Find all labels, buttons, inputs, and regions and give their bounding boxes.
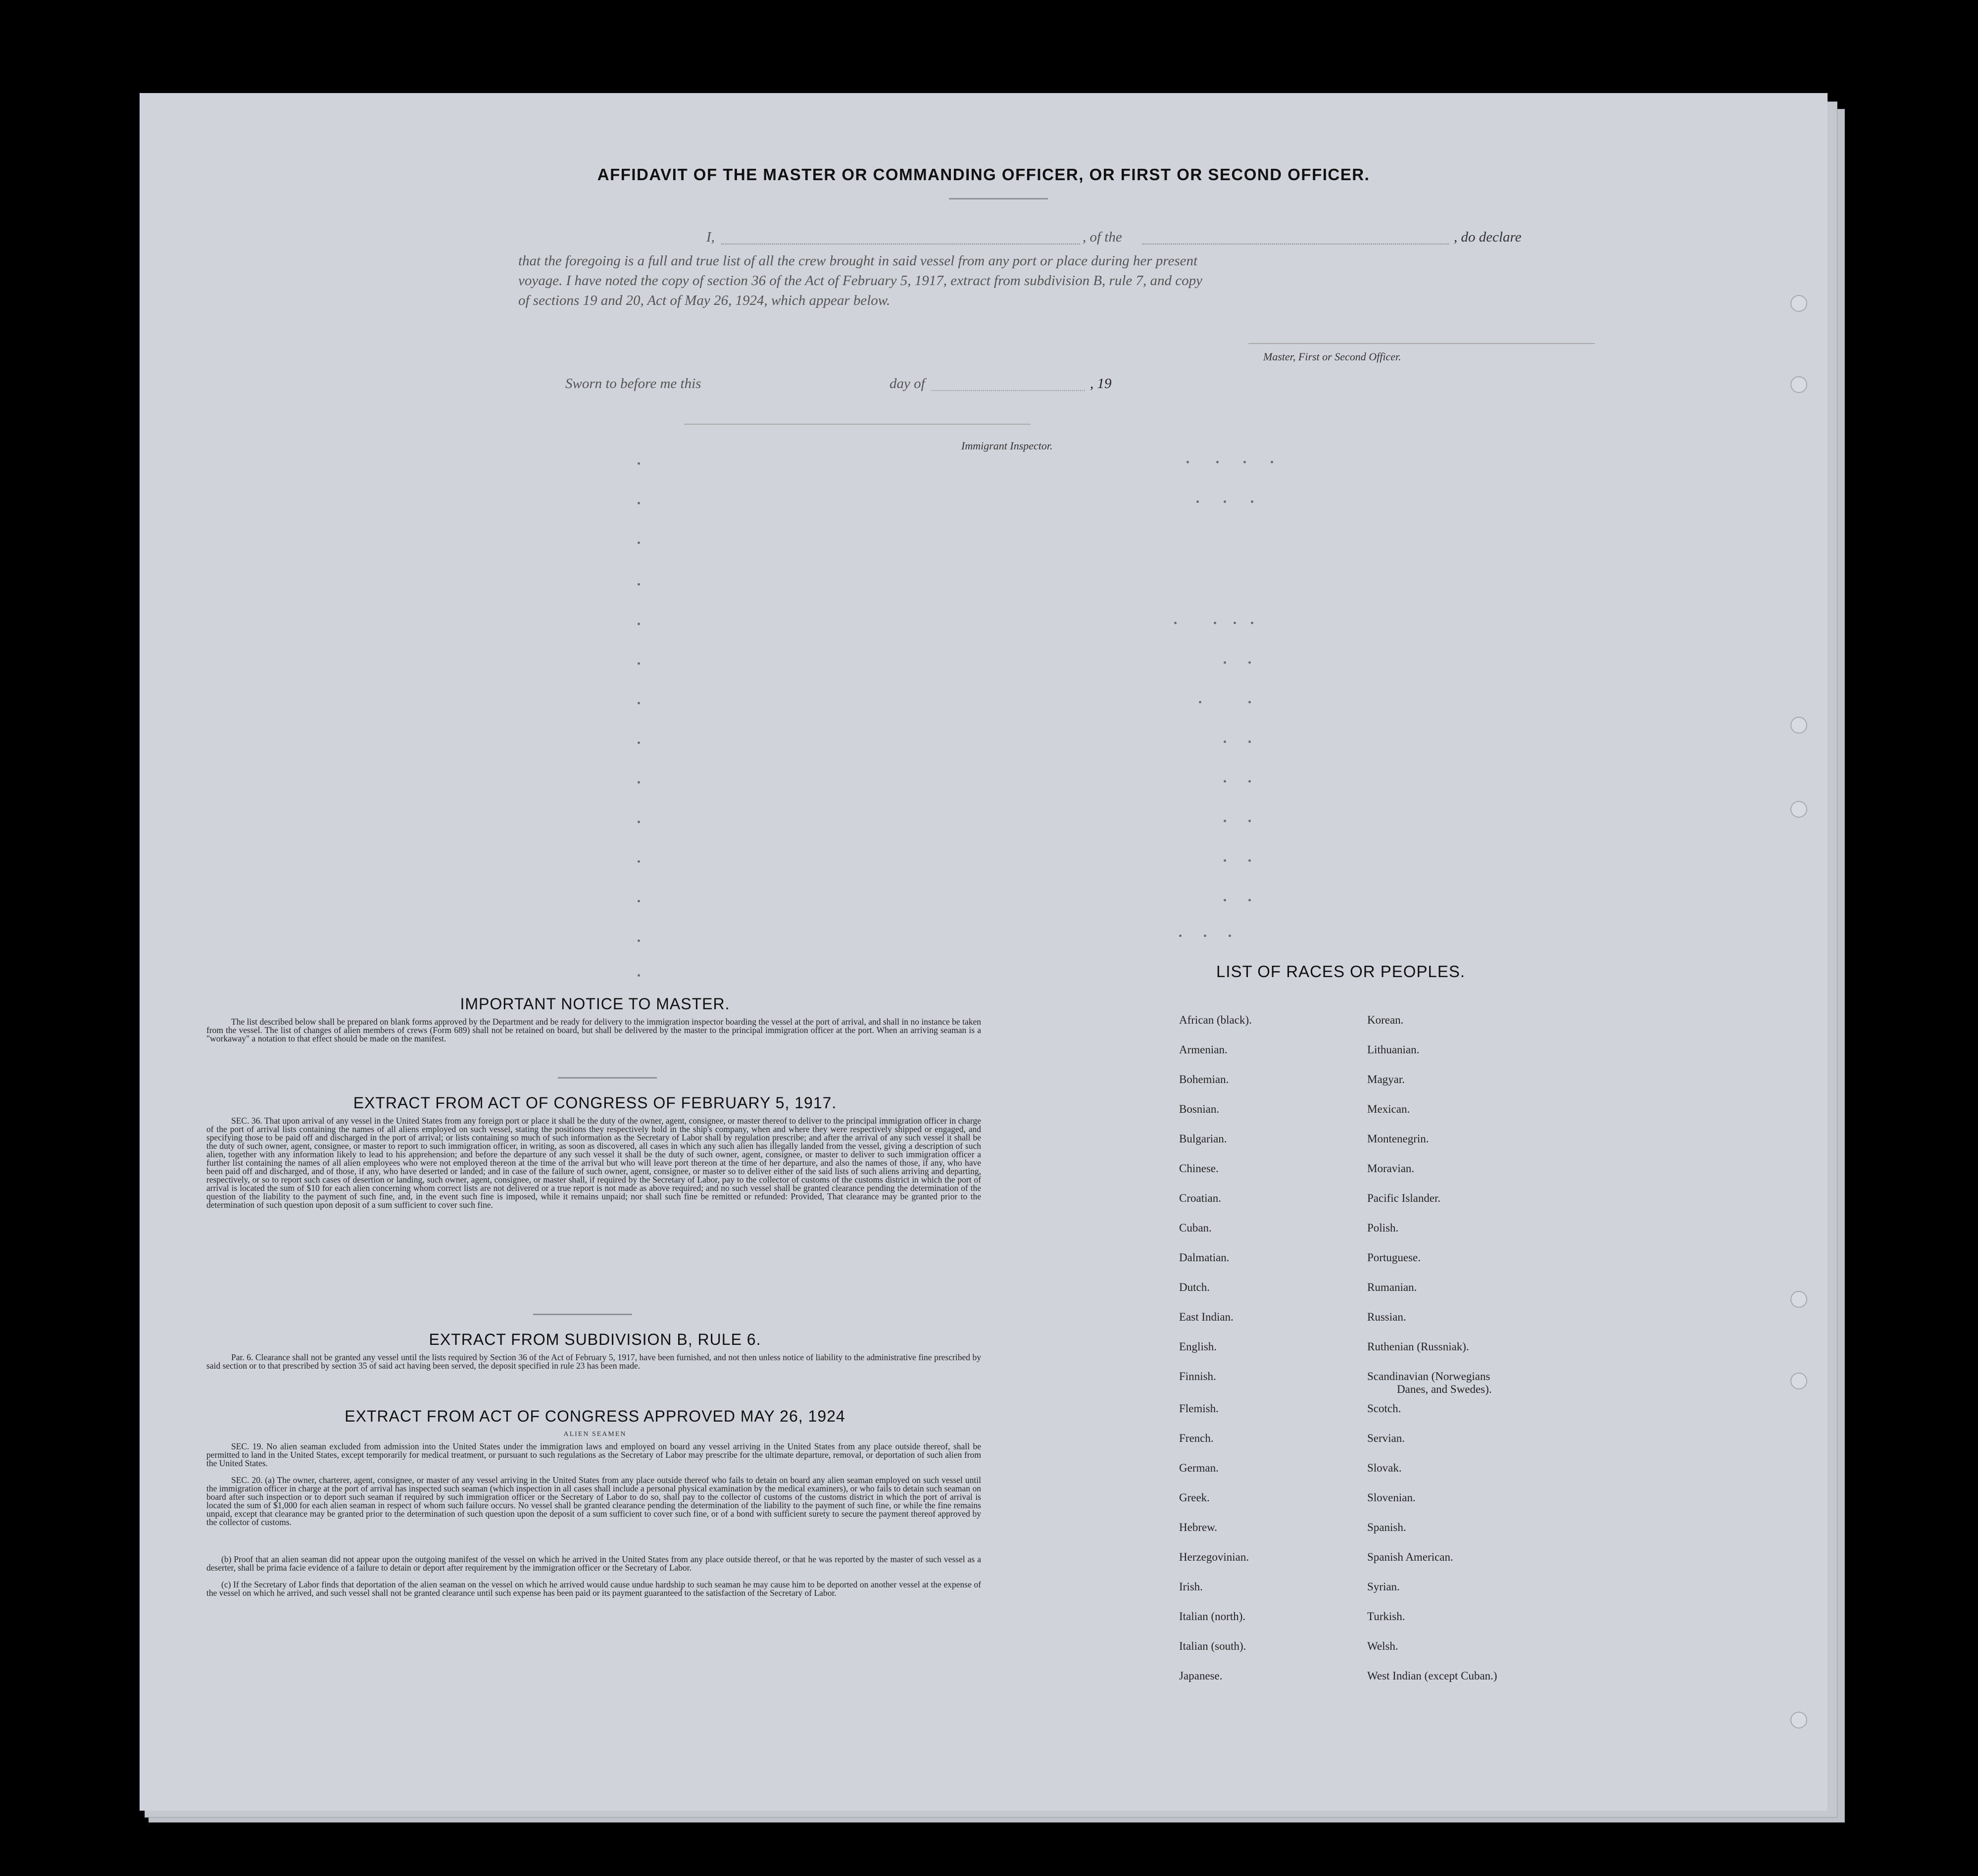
title-divider [949, 198, 1048, 199]
punch-hole [1790, 376, 1807, 393]
race-item: Portuguese. [1367, 1251, 1421, 1264]
extract-1917-divider [533, 1314, 632, 1315]
race-item: Polish. [1367, 1222, 1399, 1234]
affidavit-line-3: voyage. I have noted the copy of section 36 of the Act of February 5, 1917, extract from subdivision B, rule 7, and copy [518, 273, 1203, 289]
race-item: East Indian. [1179, 1311, 1234, 1323]
race-item: Chinese. [1179, 1162, 1219, 1175]
race-item: Syrian. [1367, 1580, 1400, 1593]
date-blank[interactable] [932, 390, 1085, 391]
inspector-label: Immigrant Inspector. [961, 440, 1053, 452]
race-item: Japanese. [1179, 1670, 1223, 1682]
punch-hole [1790, 1373, 1807, 1389]
sec20a-text: SEC. 20. (a) The owner, charterer, agent, consignee, or master of any vessel arriving in the United States from any place outside thereof who fails to detain on board any alien seaman employed on such vessel until the immigration officer in charge at the port of arrival has inspected such seaman (which inspection in all cases shall include a personal physical examination by the medical examiners), or who fails to detain such seaman on board after such inspection or to deport such seaman if required by such immigration officer or the Secretary of Labor to do so, shall pay to the collector of customs of the customs district in which the port of arrival is located the sum of $1,000 for each alien seaman in respect of whom such failure occurs. No vessel shall be granted clearance pending the determination of the liability to the payment of such fine, or while the fine remains unpaid, except that clearance may be granted prior to the determination of such question upon the deposit of a sum sufficient to cover such fine, or of a bond with sufficient surety to secure the payment thereof approved by the collector of customs. [206, 1475, 981, 1527]
rule6-text: Par. 6. Clearance shall not be granted any vessel until the lists required by Section 36 of the Act of February 5, 1917, have been furnished, and not then unless notice of liability to the administrative fine prescribed by said section or to that prescribed by section 35 of said act having been served, the deposit specified in rule 23 has been made. [206, 1352, 981, 1371]
race-item: Spanish. [1367, 1521, 1406, 1533]
race-item: Scotch. [1367, 1402, 1401, 1415]
extract-1924-title: EXTRACT FROM ACT OF CONGRESS APPROVED MAY 26, 1924 [345, 1407, 845, 1425]
race-item: Italian (south). [1179, 1640, 1246, 1652]
sec20c-text: (c) If the Secretary of Labor finds that deportation of the alien seaman on the vessel on which he arrived would cause undue hardship to such seaman he may cause him to be deported on another vessel at the expense of the vessel on which he arrived, and such vessel shall not be granted clearance until such expense has been paid or its payment guaranteed to the satisfaction of the Secretary of Labor. [206, 1580, 981, 1598]
race-item: Dalmatian. [1179, 1251, 1230, 1264]
notice-text: The list described below shall be prepared on blank forms approved by the Department and be ready for delivery to the immigration inspector boarding the vessel at the port of arrival, and shall in no instance be taken from the vessel. The list of changes of alien members of crews (Form 689) shall not be retained on board, but shall be delivered by the master to the principal immigration officer at the port. When an arriving seaman is a "workaway" a notation to that effect should be made on the manifest. [206, 1017, 981, 1043]
punch-hole [1790, 1712, 1807, 1728]
day-of-label: day of [890, 376, 925, 392]
race-item: Welsh. [1367, 1640, 1398, 1652]
race-item: Hebrew. [1179, 1521, 1218, 1533]
affidavit-title: AFFIDAVIT OF THE MASTER OR COMMANDING OFFICER, OR FIRST OR SECOND OFFICER. [597, 165, 1370, 184]
race-item: Bosnian. [1179, 1103, 1220, 1115]
race-item: English. [1179, 1340, 1217, 1353]
race-item: Flemish. [1179, 1402, 1219, 1415]
race-item: Irish. [1179, 1580, 1203, 1593]
extract-1924-subtitle: ALIEN SEAMEN [563, 1431, 627, 1438]
notice-divider [558, 1077, 657, 1079]
race-item: Armenian. [1179, 1043, 1228, 1056]
race-item: Slovenian. [1367, 1491, 1416, 1504]
year-prefix: , 19 [1090, 376, 1112, 392]
race-item: Montenegrin. [1367, 1133, 1429, 1145]
punch-hole [1790, 717, 1807, 734]
race-item: Rumanian. [1367, 1281, 1417, 1293]
race-item: Finnish. [1179, 1370, 1216, 1382]
affidavit-line-1 [568, 228, 1617, 247]
sworn-label: Sworn to before me this [565, 376, 701, 392]
race-item: Herzegovinian. [1179, 1551, 1249, 1563]
race-item: Russian. [1367, 1311, 1406, 1323]
affidavit-i-label: I, [706, 229, 715, 245]
master-signature-line[interactable] [1248, 343, 1595, 344]
sworn-row [565, 374, 1308, 394]
race-item: Turkish. [1367, 1610, 1405, 1623]
race-item: Lithuanian. [1367, 1043, 1420, 1056]
race-item: Bulgarian. [1179, 1133, 1227, 1145]
punch-hole [1790, 801, 1807, 818]
race-item: Cuban. [1179, 1222, 1212, 1234]
affidavit-of-the: , of the [1083, 229, 1122, 245]
race-item: Slovak. [1367, 1462, 1402, 1474]
form-page [140, 93, 1828, 1811]
race-item: Korean. [1367, 1014, 1404, 1026]
notice-title: IMPORTANT NOTICE TO MASTER. [460, 995, 730, 1013]
name-blank[interactable] [721, 244, 1080, 245]
race-item: Ruthenian (Russniak). [1367, 1340, 1469, 1353]
punch-hole [1790, 1291, 1807, 1308]
race-item: Danes, and Swedes). [1397, 1383, 1492, 1395]
races-title: LIST OF RACES OR PEOPLES. [1216, 962, 1466, 981]
race-item: Croatian. [1179, 1192, 1221, 1204]
affidavit-do-declare: , do declare [1454, 229, 1522, 245]
affidavit-line-4: of sections 19 and 20, Act of May 26, 1924, which appear below. [518, 293, 890, 308]
race-item: French. [1179, 1432, 1214, 1444]
extract-1917-title: EXTRACT FROM ACT OF CONGRESS OF FEBRUARY 5, 1917. [353, 1094, 837, 1112]
sec19-text: SEC. 19. No alien seaman excluded from admission into the United States under the immigration laws and employed on board any vessel arriving in the United States from any place outside thereof, shall be permitted to land in the United States, except temporarily for medical treatment, or pursuant to such regulations as the Secretary of Labor may prescribe for the ultimate departure, removal, or deportation of such alien from the United States. [206, 1441, 981, 1468]
master-label: Master, First or Second Officer. [1263, 350, 1401, 363]
race-item: Greek. [1179, 1491, 1210, 1504]
race-item: Pacific Islander. [1367, 1192, 1441, 1204]
race-item: Italian (north). [1179, 1610, 1246, 1623]
race-item: Bohemian. [1179, 1073, 1229, 1086]
race-item: African (black). [1179, 1014, 1252, 1026]
race-item: Scandinavian (Norwegians [1367, 1370, 1490, 1382]
rule6-title: EXTRACT FROM SUBDIVISION B, RULE 6. [429, 1331, 761, 1348]
affidavit-line-2: that the foregoing is a full and true list of all the crew brought in said vessel from any port or place during her present [518, 253, 1198, 269]
race-item: Servian. [1367, 1432, 1405, 1444]
inspector-signature-line[interactable] [684, 424, 1031, 425]
race-item: Dutch. [1179, 1281, 1210, 1293]
race-item: German. [1179, 1462, 1219, 1474]
punch-hole [1790, 295, 1807, 312]
sec20b-text: (b) Proof that an alien seaman did not appear upon the outgoing manifest of the vessel on which he arrived in the United States from any place outside thereof, or that he was reported by the master of such vessel as a deserter, shall be prima facie evidence of a failure to detain or deport after requirement by the immigration officer or the Secretary of Labor. [206, 1554, 981, 1573]
vessel-blank[interactable] [1142, 244, 1449, 245]
extract-1917-text: SEC. 36. That upon arrival of any vessel in the United States from any foreign port or place it shall be the duty of the owner, agent, consignee, or master thereof to deliver to the principal immigration officer in charge of the port of arrival lists containing the names of all aliens employed on such vessel, stating the positions they respectively hold in the ship's company, when and where they were respectively shipped or engaged, and specifying those to be paid off and discharged in the port of arrival; or lists containing so much of such information as the Secretary of Labor shall by regulation prescribe; and after the arrival of any such vessel it shall be the duty of such owner, agent, consignee, or master to report to such immigration officer, in writing, as soon as discovered, all cases in which any such alien has illegally landed from the vessel, giving a description of such alien, together with any information likely to lead to his apprehension; and before the departure of any such vessel it shall be the duty of such owner, agent, consignee, or master to deliver to such immigration officer a further list containing the names of all alien employees who were not employed thereon at the time of the arrival but who will leave port thereon at the time of her departure, and also the names of those, if any, who have been paid off and discharged, and of those, if any, who have deserted or landed; and in case of the failure of such owner, agent, consignee, or master so to deliver either of the said lists of such aliens arriving and departing, respectively, or so to report such cases of desertion or landing, such owner, agent, consignee, or master shall, if required by the Secretary of Labor, pay to the collector of customs of the customs district in which the port of arrival is located the sum of $10 for each alien concerning whom correct lists are not delivered or a true report is not made as above required; and no such vessel shall be granted clearance pending the determination of the question of the liability to the payment of such fine, and, in the event such fine is imposed, while it remains unpaid; nor shall such fine be remitted or refunded: Provided, That clearance may be granted prior to the determination of such question upon deposit of a sum sufficient to cover such fine. [206, 1116, 981, 1210]
race-item: Mexican. [1367, 1103, 1410, 1115]
race-item: Spanish American. [1367, 1551, 1453, 1563]
race-item: Magyar. [1367, 1073, 1405, 1086]
race-item: West Indian (except Cuban.) [1367, 1670, 1497, 1682]
race-item: Moravian. [1367, 1162, 1415, 1175]
